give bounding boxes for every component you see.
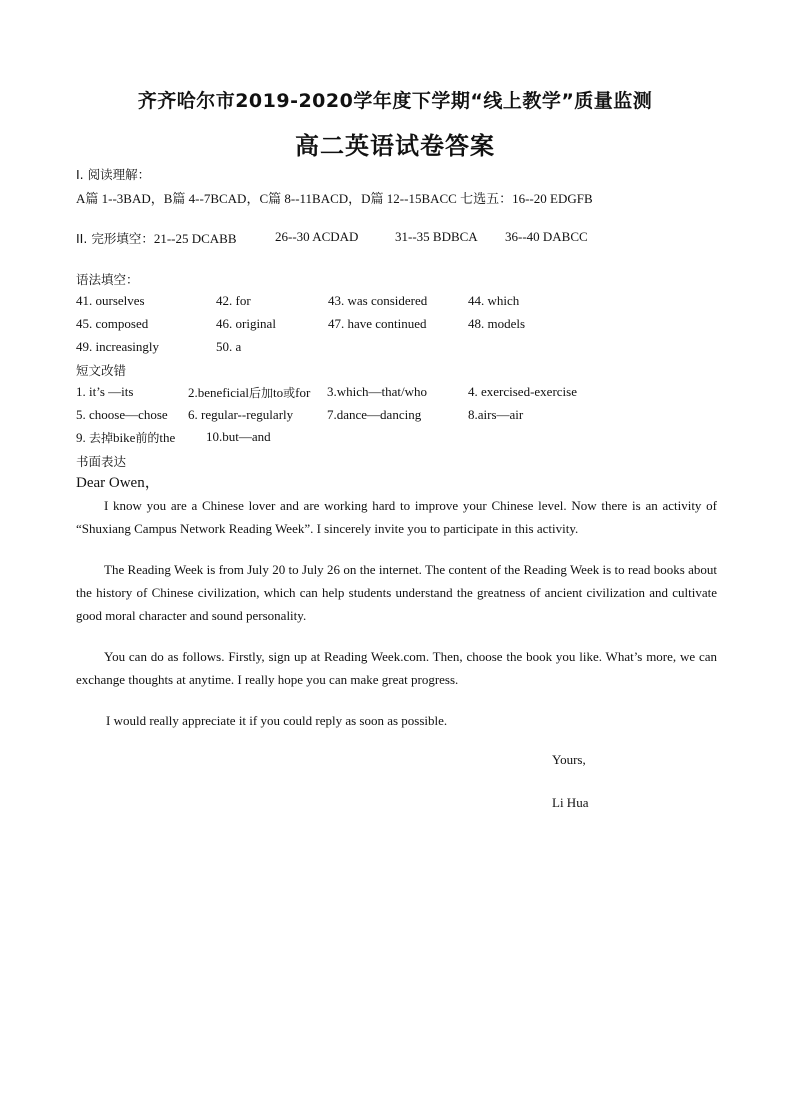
letter-paragraph: I would really appreciate it if you could reply as soon as possible. [106, 713, 448, 728]
correction-answer: 1. it’s —its [76, 384, 134, 399]
grammar-answer: 49. increasingly [76, 339, 160, 354]
grammar-answer: 43. was considered [328, 293, 428, 308]
letter-paragraph: I know you are a Chinese lover and are working hard to improve your Chinese level. Now there is an activity of “Shuxiang Campus Network Reading Week”. I sincerely invite you to participate in this activity. [76, 498, 717, 536]
correction-section-label: 短文改错 [76, 363, 127, 378]
cloze-section-label: II. 完形填空： [76, 231, 154, 246]
exam-subtitle: 高二英语试卷答案 [295, 132, 495, 160]
cloze-section [76, 229, 237, 247]
reading-section-label: I. 阅读理解： [76, 167, 151, 182]
letter-closing: Yours, [552, 752, 586, 767]
grammar-answer: 50. a [216, 339, 242, 354]
cloze-group: 31--35 BDBCA [395, 229, 478, 244]
correction-answer: 4. exercised-exercise [468, 384, 577, 399]
grammar-answer: 48. models [468, 316, 526, 331]
cloze-group: 36--40 DABCC [505, 229, 588, 244]
reading-answers: A篇 1--3BAD，B篇 4--7BCAD，C篇 8--11BACD，D篇 12--15BACC 七选五：16--20 EDGFB [76, 191, 593, 206]
correction-answer: 6. regular--regularly [188, 407, 294, 422]
grammar-section-label: 语法填空： [76, 272, 139, 287]
letter-paragraph: The Reading Week is from July 20 to July 26 on the internet. The content of the Reading Week is to read books about the history of Chinese civilization, which can help students understand the greatness of ancient civilization and cultivate good moral character and sound personality. [76, 562, 717, 623]
correction-answer: 5. choose—chose [76, 407, 168, 422]
grammar-answer: 44. which [468, 293, 520, 308]
correction-answer: 7.dance—dancing [327, 407, 422, 422]
grammar-answer: 47. have continued [328, 316, 427, 331]
writing-section-label: 书面表达 [76, 454, 127, 469]
correction-answer: 9. 去掉bike前的the [76, 430, 176, 445]
letter-paragraph: You can do as follows. Firstly, sign up at Reading Week.com. Then, choose the book you like. What’s more, we can exchange thoughts at anytime. I really hope you can make great progress. [76, 649, 717, 687]
cloze-group: 26--30 ACDAD [275, 229, 359, 244]
letter-signature: Li Hua [552, 795, 589, 810]
correction-answer: 8.airs—air [468, 407, 524, 422]
grammar-answer: 46. original [216, 316, 276, 331]
correction-answer: 3.which—that/who [327, 384, 428, 399]
grammar-answer: 41. ourselves [76, 293, 145, 308]
grammar-answer: 45. composed [76, 316, 149, 331]
cloze-group: 21--25 DCABB [153, 231, 237, 246]
grammar-answer: 42. for [216, 293, 251, 308]
exam-title: 齐齐哈尔市2019-2020学年度下学期“线上教学”质量监测 [137, 90, 653, 112]
correction-answer: 2.beneficial后加to或for [188, 385, 311, 400]
letter-greeting: Dear Owen， [76, 475, 160, 491]
correction-answer: 10.but—and [206, 429, 271, 444]
